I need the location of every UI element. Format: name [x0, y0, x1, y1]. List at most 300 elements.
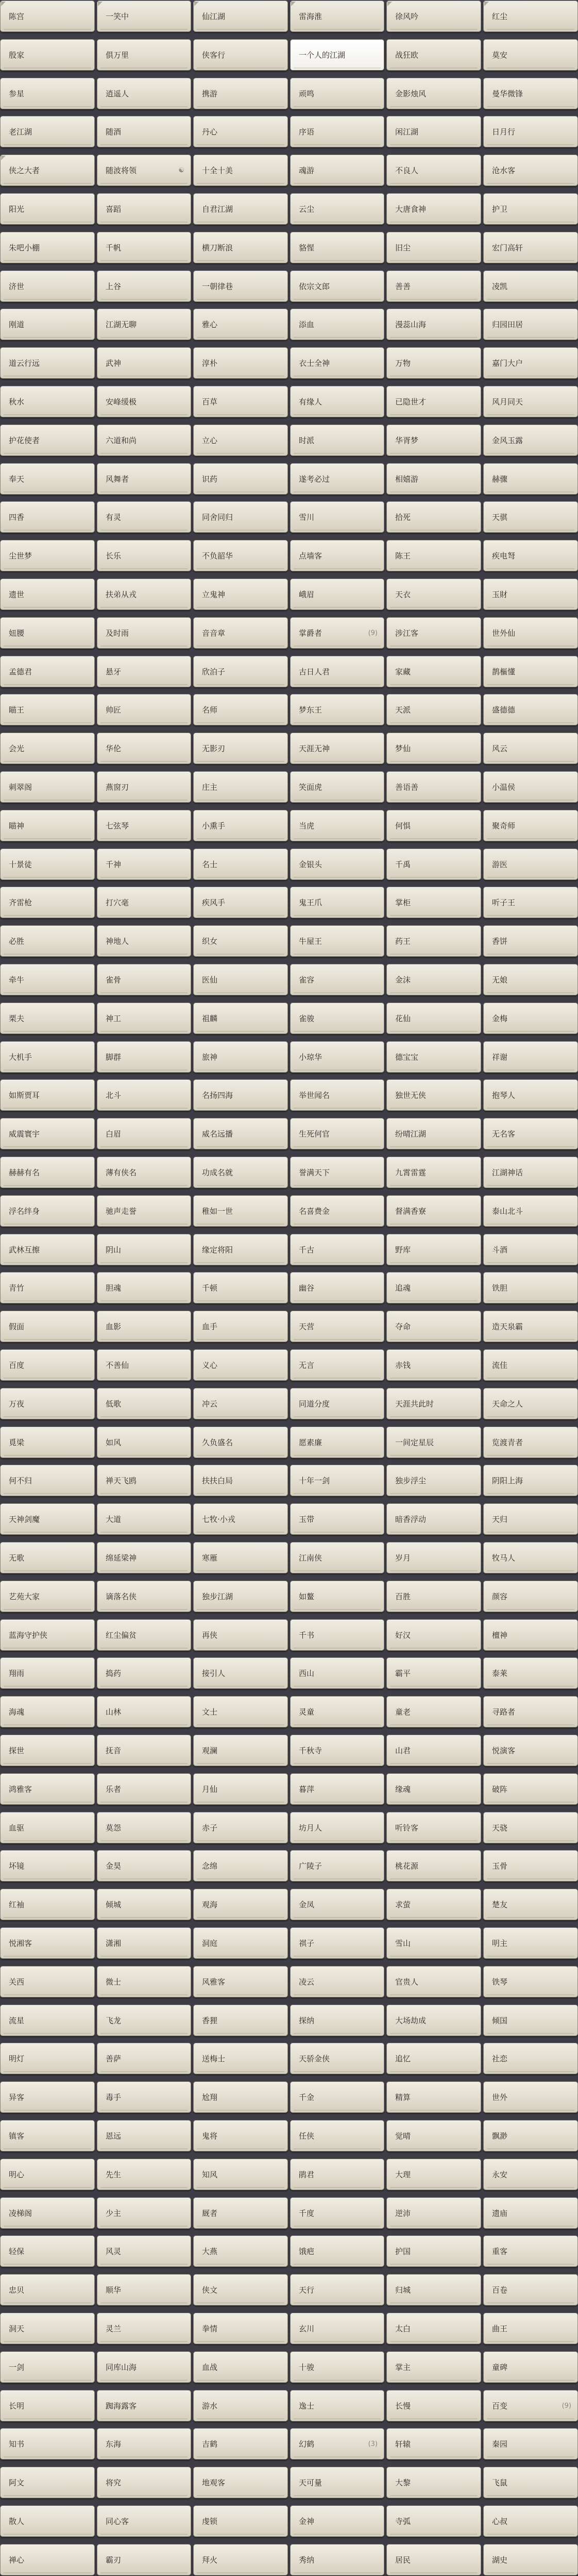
title-tile[interactable]: [386, 694, 481, 725]
title-tile[interactable]: [193, 2505, 288, 2537]
title-tile[interactable]: [483, 1272, 578, 1303]
title-tile[interactable]: [0, 232, 95, 263]
title-tile[interactable]: [386, 1966, 481, 1997]
title-tile[interactable]: [193, 2544, 288, 2575]
title-tile[interactable]: [290, 116, 384, 147]
title-tile[interactable]: [97, 232, 191, 263]
title-tile[interactable]: [193, 116, 288, 147]
title-tile[interactable]: [97, 1735, 191, 1766]
title-tile[interactable]: [193, 1927, 288, 1959]
title-tile[interactable]: [0, 1234, 95, 1265]
title-tile[interactable]: [483, 1427, 578, 1458]
title-tile[interactable]: [193, 270, 288, 302]
title-tile[interactable]: [483, 2505, 578, 2537]
title-tile[interactable]: [290, 78, 384, 109]
title-tile[interactable]: [193, 2351, 288, 2383]
title-tile[interactable]: [290, 810, 384, 841]
title-tile[interactable]: [0, 425, 95, 456]
title-tile[interactable]: [97, 463, 191, 495]
title-tile[interactable]: [386, 2235, 481, 2267]
title-tile[interactable]: [97, 2005, 191, 2036]
title-tile[interactable]: [0, 2081, 95, 2113]
title-tile[interactable]: [0, 386, 95, 417]
title-tile[interactable]: [97, 1041, 191, 1073]
title-tile[interactable]: [0, 1503, 95, 1535]
title-tile[interactable]: [0, 964, 95, 995]
title-tile[interactable]: [386, 2351, 481, 2383]
title-tile[interactable]: [97, 810, 191, 841]
title-tile[interactable]: [97, 1427, 191, 1458]
title-tile[interactable]: [290, 1696, 384, 1727]
title-tile[interactable]: [483, 2467, 578, 2498]
title-tile[interactable]: [97, 2428, 191, 2460]
title-tile[interactable]: [483, 656, 578, 687]
title-tile[interactable]: [483, 1388, 578, 1419]
title-tile[interactable]: [290, 1118, 384, 1149]
title-tile[interactable]: [193, 501, 288, 533]
title-tile[interactable]: [386, 810, 481, 841]
title-tile[interactable]: [193, 1812, 288, 1843]
title-tile[interactable]: [193, 193, 288, 225]
title-tile[interactable]: [386, 1619, 481, 1651]
title-tile[interactable]: [483, 1773, 578, 1805]
title-tile[interactable]: [97, 1850, 191, 1882]
title-tile[interactable]: [0, 925, 95, 957]
title-tile[interactable]: [0, 2428, 95, 2460]
title-tile[interactable]: [386, 2197, 481, 2229]
title-tile[interactable]: [290, 540, 384, 571]
title-tile[interactable]: [290, 2505, 384, 2537]
title-tile[interactable]: [193, 2467, 288, 2498]
title-tile[interactable]: [97, 1118, 191, 1149]
title-tile[interactable]: [97, 2159, 191, 2190]
title-tile[interactable]: [193, 1850, 288, 1882]
title-tile[interactable]: [97, 1581, 191, 1612]
title-tile[interactable]: [193, 2274, 288, 2306]
title-tile[interactable]: [386, 347, 481, 379]
title-tile[interactable]: [290, 1, 384, 32]
title-tile[interactable]: [193, 1118, 288, 1149]
title-tile[interactable]: [97, 2313, 191, 2344]
title-tile[interactable]: [193, 386, 288, 417]
title-tile[interactable]: [386, 78, 481, 109]
title-tile[interactable]: [97, 1966, 191, 1997]
title-tile[interactable]: [97, 2467, 191, 2498]
title-tile[interactable]: [386, 2043, 481, 2074]
title-tile[interactable]: [386, 193, 481, 225]
title-tile[interactable]: [193, 309, 288, 340]
title-tile[interactable]: [483, 1503, 578, 1535]
title-tile[interactable]: [193, 1889, 288, 1920]
title-tile[interactable]: [386, 2081, 481, 2113]
title-tile[interactable]: [97, 694, 191, 725]
title-tile[interactable]: [0, 1272, 95, 1303]
title-tile[interactable]: [0, 1889, 95, 1920]
title-tile[interactable]: [193, 694, 288, 725]
title-tile[interactable]: [193, 1735, 288, 1766]
title-tile[interactable]: [97, 193, 191, 225]
title-tile[interactable]: [290, 887, 384, 918]
title-tile[interactable]: [386, 2428, 481, 2460]
title-tile[interactable]: [386, 2313, 481, 2344]
title-tile[interactable]: [193, 1349, 288, 1381]
title-tile[interactable]: [193, 1272, 288, 1303]
title-tile[interactable]: [97, 116, 191, 147]
title-tile[interactable]: [193, 1079, 288, 1111]
title-tile[interactable]: [97, 1773, 191, 1805]
title-tile[interactable]: [193, 1041, 288, 1073]
title-tile[interactable]: [97, 1542, 191, 1573]
title-tile[interactable]: [0, 617, 95, 649]
title-tile[interactable]: [386, 1, 481, 32]
title-tile[interactable]: [386, 39, 481, 71]
title-tile[interactable]: [386, 1427, 481, 1458]
title-tile[interactable]: [193, 2197, 288, 2229]
title-tile[interactable]: [193, 1157, 288, 1188]
title-tile[interactable]: [97, 2081, 191, 2113]
title-tile[interactable]: [193, 232, 288, 263]
title-tile[interactable]: [0, 2235, 95, 2267]
title-tile[interactable]: [0, 1735, 95, 1766]
title-tile[interactable]: [386, 1195, 481, 1227]
title-tile[interactable]: [290, 2390, 384, 2421]
title-tile[interactable]: [290, 2005, 384, 2036]
title-tile[interactable]: [0, 1812, 95, 1843]
title-tile[interactable]: [193, 1003, 288, 1034]
title-tile[interactable]: [97, 2390, 191, 2421]
title-tile[interactable]: [386, 2544, 481, 2575]
title-tile[interactable]: [386, 2390, 481, 2421]
title-tile[interactable]: [0, 193, 95, 225]
title-tile[interactable]: [97, 1003, 191, 1034]
title-tile[interactable]: [193, 2043, 288, 2074]
title-tile[interactable]: [97, 501, 191, 533]
title-tile[interactable]: [483, 78, 578, 109]
title-tile[interactable]: [193, 2428, 288, 2460]
title-tile[interactable]: [290, 1889, 384, 1920]
title-tile[interactable]: [290, 2043, 384, 2074]
title-tile[interactable]: [290, 2081, 384, 2113]
title-tile[interactable]: [386, 887, 481, 918]
title-tile[interactable]: [483, 1003, 578, 1034]
title-tile[interactable]: [483, 2159, 578, 2190]
title-tile[interactable]: [290, 2159, 384, 2190]
title-tile[interactable]: [290, 849, 384, 880]
title-tile[interactable]: [290, 1427, 384, 1458]
title-tile[interactable]: [0, 1773, 95, 1805]
title-tile[interactable]: [483, 39, 578, 71]
title-tile[interactable]: [290, 1542, 384, 1573]
title-tile[interactable]: [386, 2505, 481, 2537]
title-tile[interactable]: [290, 155, 384, 186]
title-tile[interactable]: [386, 2159, 481, 2190]
title-tile[interactable]: [483, 617, 578, 649]
title-tile[interactable]: [483, 694, 578, 725]
title-tile[interactable]: [290, 925, 384, 957]
title-tile[interactable]: [97, 849, 191, 880]
title-tile[interactable]: [97, 887, 191, 918]
title-tile[interactable]: [483, 1696, 578, 1727]
title-tile[interactable]: [483, 925, 578, 957]
title-tile[interactable]: [193, 2313, 288, 2344]
title-tile[interactable]: [386, 1542, 481, 1573]
title-tile[interactable]: [97, 656, 191, 687]
title-tile[interactable]: [483, 1234, 578, 1265]
title-tile[interactable]: [483, 810, 578, 841]
title-tile[interactable]: [483, 1195, 578, 1227]
title-tile[interactable]: [483, 1735, 578, 1766]
title-tile[interactable]: [386, 1850, 481, 1882]
title-tile[interactable]: [0, 347, 95, 379]
title-tile[interactable]: [290, 694, 384, 725]
title-tile[interactable]: [386, 155, 481, 186]
title-tile[interactable]: [97, 309, 191, 340]
title-tile[interactable]: [0, 463, 95, 495]
title-tile[interactable]: [483, 771, 578, 803]
title-tile[interactable]: [97, 1465, 191, 1496]
title-tile[interactable]: [386, 579, 481, 610]
title-tile[interactable]: [0, 2467, 95, 2498]
title-tile[interactable]: [193, 2159, 288, 2190]
title-tile[interactable]: [97, 2505, 191, 2537]
title-tile[interactable]: [290, 1195, 384, 1227]
title-tile[interactable]: [290, 2544, 384, 2575]
title-tile[interactable]: [193, 887, 288, 918]
title-tile[interactable]: [483, 1812, 578, 1843]
title-tile[interactable]: [386, 232, 481, 263]
title-tile[interactable]: [0, 270, 95, 302]
title-tile[interactable]: [386, 386, 481, 417]
title-tile[interactable]: [0, 2390, 95, 2421]
title-tile[interactable]: [290, 1311, 384, 1342]
title-tile[interactable]: [193, 1503, 288, 1535]
title-tile[interactable]: [0, 2544, 95, 2575]
title-tile[interactable]: [290, 347, 384, 379]
title-tile[interactable]: [386, 1696, 481, 1727]
title-tile[interactable]: [483, 2197, 578, 2229]
title-tile[interactable]: [386, 617, 481, 649]
title-tile[interactable]: [290, 1388, 384, 1419]
title-tile[interactable]: [97, 1889, 191, 1920]
title-tile[interactable]: [290, 1927, 384, 1959]
title-tile[interactable]: [290, 501, 384, 533]
title-tile[interactable]: [0, 540, 95, 571]
title-tile[interactable]: [290, 1735, 384, 1766]
title-tile[interactable]: [97, 1, 191, 32]
title-tile[interactable]: [483, 2313, 578, 2344]
title-tile[interactable]: [193, 2005, 288, 2036]
title-tile[interactable]: [386, 1311, 481, 1342]
title-tile[interactable]: [483, 155, 578, 186]
title-tile[interactable]: [483, 2005, 578, 2036]
title-tile[interactable]: [290, 2274, 384, 2306]
title-tile[interactable]: [0, 2120, 95, 2151]
title-tile[interactable]: [97, 1234, 191, 1265]
title-tile[interactable]: [193, 425, 288, 456]
title-tile[interactable]: [97, 2544, 191, 2575]
title-tile[interactable]: [0, 2505, 95, 2537]
title-tile[interactable]: [290, 1272, 384, 1303]
title-tile[interactable]: [386, 425, 481, 456]
title-tile[interactable]: [386, 1812, 481, 1843]
title-tile[interactable]: [0, 2351, 95, 2383]
title-tile[interactable]: [0, 1619, 95, 1651]
title-tile[interactable]: [483, 1542, 578, 1573]
title-tile[interactable]: [483, 193, 578, 225]
title-tile[interactable]: [97, 1349, 191, 1381]
title-tile[interactable]: [483, 2235, 578, 2267]
title-tile[interactable]: [0, 656, 95, 687]
title-tile[interactable]: [193, 1311, 288, 1342]
title-tile[interactable]: [483, 1118, 578, 1149]
title-tile[interactable]: [97, 1503, 191, 1535]
title-tile[interactable]: [386, 1889, 481, 1920]
title-tile[interactable]: [0, 1966, 95, 1997]
title-tile[interactable]: [193, 2235, 288, 2267]
title-tile[interactable]: [97, 78, 191, 109]
title-tile[interactable]: [193, 1465, 288, 1496]
title-tile[interactable]: [0, 1465, 95, 1496]
title-tile[interactable]: [0, 1118, 95, 1149]
title-tile[interactable]: [97, 270, 191, 302]
title-tile[interactable]: [483, 849, 578, 880]
title-tile[interactable]: [483, 1927, 578, 1959]
title-tile[interactable]: [483, 1041, 578, 1073]
title-tile[interactable]: [290, 1157, 384, 1188]
title-tile[interactable]: [483, 964, 578, 995]
title-tile[interactable]: [290, 1657, 384, 1689]
title-tile[interactable]: [193, 1773, 288, 1805]
title-tile[interactable]: [97, 579, 191, 610]
title-tile[interactable]: [193, 1195, 288, 1227]
title-tile[interactable]: [483, 116, 578, 147]
title-tile[interactable]: [386, 1465, 481, 1496]
title-tile[interactable]: [0, 2159, 95, 2190]
title-tile[interactable]: [290, 463, 384, 495]
title-tile[interactable]: [193, 579, 288, 610]
title-tile[interactable]: [0, 579, 95, 610]
title-tile[interactable]: [483, 579, 578, 610]
title-tile[interactable]: [483, 1, 578, 32]
title-tile[interactable]: [0, 1427, 95, 1458]
title-tile[interactable]: [483, 1850, 578, 1882]
title-tile[interactable]: [0, 1581, 95, 1612]
title-tile[interactable]: [193, 2120, 288, 2151]
title-tile[interactable]: [386, 1503, 481, 1535]
title-tile[interactable]: [97, 39, 191, 71]
title-tile[interactable]: [97, 1812, 191, 1843]
title-tile[interactable]: [386, 540, 481, 571]
title-tile[interactable]: [483, 347, 578, 379]
title-tile[interactable]: [97, 425, 191, 456]
title-tile[interactable]: [193, 617, 288, 649]
title-tile[interactable]: [0, 810, 95, 841]
title-tile[interactable]: [97, 2351, 191, 2383]
title-tile[interactable]: [97, 2120, 191, 2151]
title-tile[interactable]: [0, 501, 95, 533]
title-tile[interactable]: [290, 1349, 384, 1381]
title-tile[interactable]: [97, 1157, 191, 1188]
title-tile[interactable]: [483, 1966, 578, 1997]
title-tile[interactable]: [193, 964, 288, 995]
title-tile[interactable]: [290, 1581, 384, 1612]
title-tile[interactable]: [290, 2313, 384, 2344]
title-tile[interactable]: [483, 1349, 578, 1381]
title-tile[interactable]: [97, 2274, 191, 2306]
title-tile[interactable]: [290, 2467, 384, 2498]
title-tile[interactable]: [290, 270, 384, 302]
title-tile[interactable]: [290, 617, 384, 649]
title-tile[interactable]: [193, 1427, 288, 1458]
title-tile[interactable]: [0, 849, 95, 880]
title-tile[interactable]: [483, 2428, 578, 2460]
title-tile[interactable]: [97, 2235, 191, 2267]
title-tile[interactable]: [97, 733, 191, 764]
title-tile[interactable]: [290, 1850, 384, 1882]
title-tile[interactable]: [386, 733, 481, 764]
title-tile[interactable]: [386, 1773, 481, 1805]
title-tile[interactable]: [193, 1966, 288, 1997]
title-tile[interactable]: [193, 2081, 288, 2113]
title-tile[interactable]: [193, 1, 288, 32]
title-tile[interactable]: [290, 733, 384, 764]
title-tile[interactable]: [97, 1195, 191, 1227]
title-tile[interactable]: [483, 1619, 578, 1651]
title-tile[interactable]: [386, 771, 481, 803]
title-tile[interactable]: [386, 2467, 481, 2498]
title-tile[interactable]: [290, 425, 384, 456]
title-tile[interactable]: [0, 1003, 95, 1034]
title-tile[interactable]: [483, 2120, 578, 2151]
title-tile[interactable]: [290, 2428, 384, 2460]
title-tile[interactable]: [193, 1696, 288, 1727]
title-tile[interactable]: [97, 1696, 191, 1727]
title-tile[interactable]: [386, 1388, 481, 1419]
title-tile[interactable]: [0, 1311, 95, 1342]
title-tile[interactable]: [290, 771, 384, 803]
title-tile[interactable]: [483, 2274, 578, 2306]
title-tile[interactable]: [193, 1581, 288, 1612]
title-tile[interactable]: [0, 771, 95, 803]
title-tile[interactable]: [386, 925, 481, 957]
title-tile[interactable]: [193, 849, 288, 880]
title-tile[interactable]: [290, 1812, 384, 1843]
title-tile[interactable]: [483, 309, 578, 340]
title-tile[interactable]: [97, 617, 191, 649]
title-tile[interactable]: [0, 1195, 95, 1227]
title-tile[interactable]: [386, 1003, 481, 1034]
title-tile[interactable]: [193, 925, 288, 957]
title-tile[interactable]: [290, 964, 384, 995]
title-tile[interactable]: [386, 1735, 481, 1766]
title-tile[interactable]: [97, 1657, 191, 1689]
title-tile[interactable]: [290, 2120, 384, 2151]
title-tile[interactable]: [97, 347, 191, 379]
title-tile[interactable]: [386, 1234, 481, 1265]
title-tile[interactable]: [483, 2081, 578, 2113]
title-tile[interactable]: [483, 386, 578, 417]
title-tile[interactable]: [483, 270, 578, 302]
title-tile[interactable]: [193, 39, 288, 71]
title-tile[interactable]: [483, 2390, 578, 2421]
title-tile[interactable]: [483, 232, 578, 263]
title-tile[interactable]: [0, 1, 95, 32]
title-tile[interactable]: [290, 1773, 384, 1805]
title-tile[interactable]: [97, 1619, 191, 1651]
title-tile[interactable]: [386, 656, 481, 687]
title-tile[interactable]: [290, 1003, 384, 1034]
title-tile[interactable]: [290, 2351, 384, 2383]
